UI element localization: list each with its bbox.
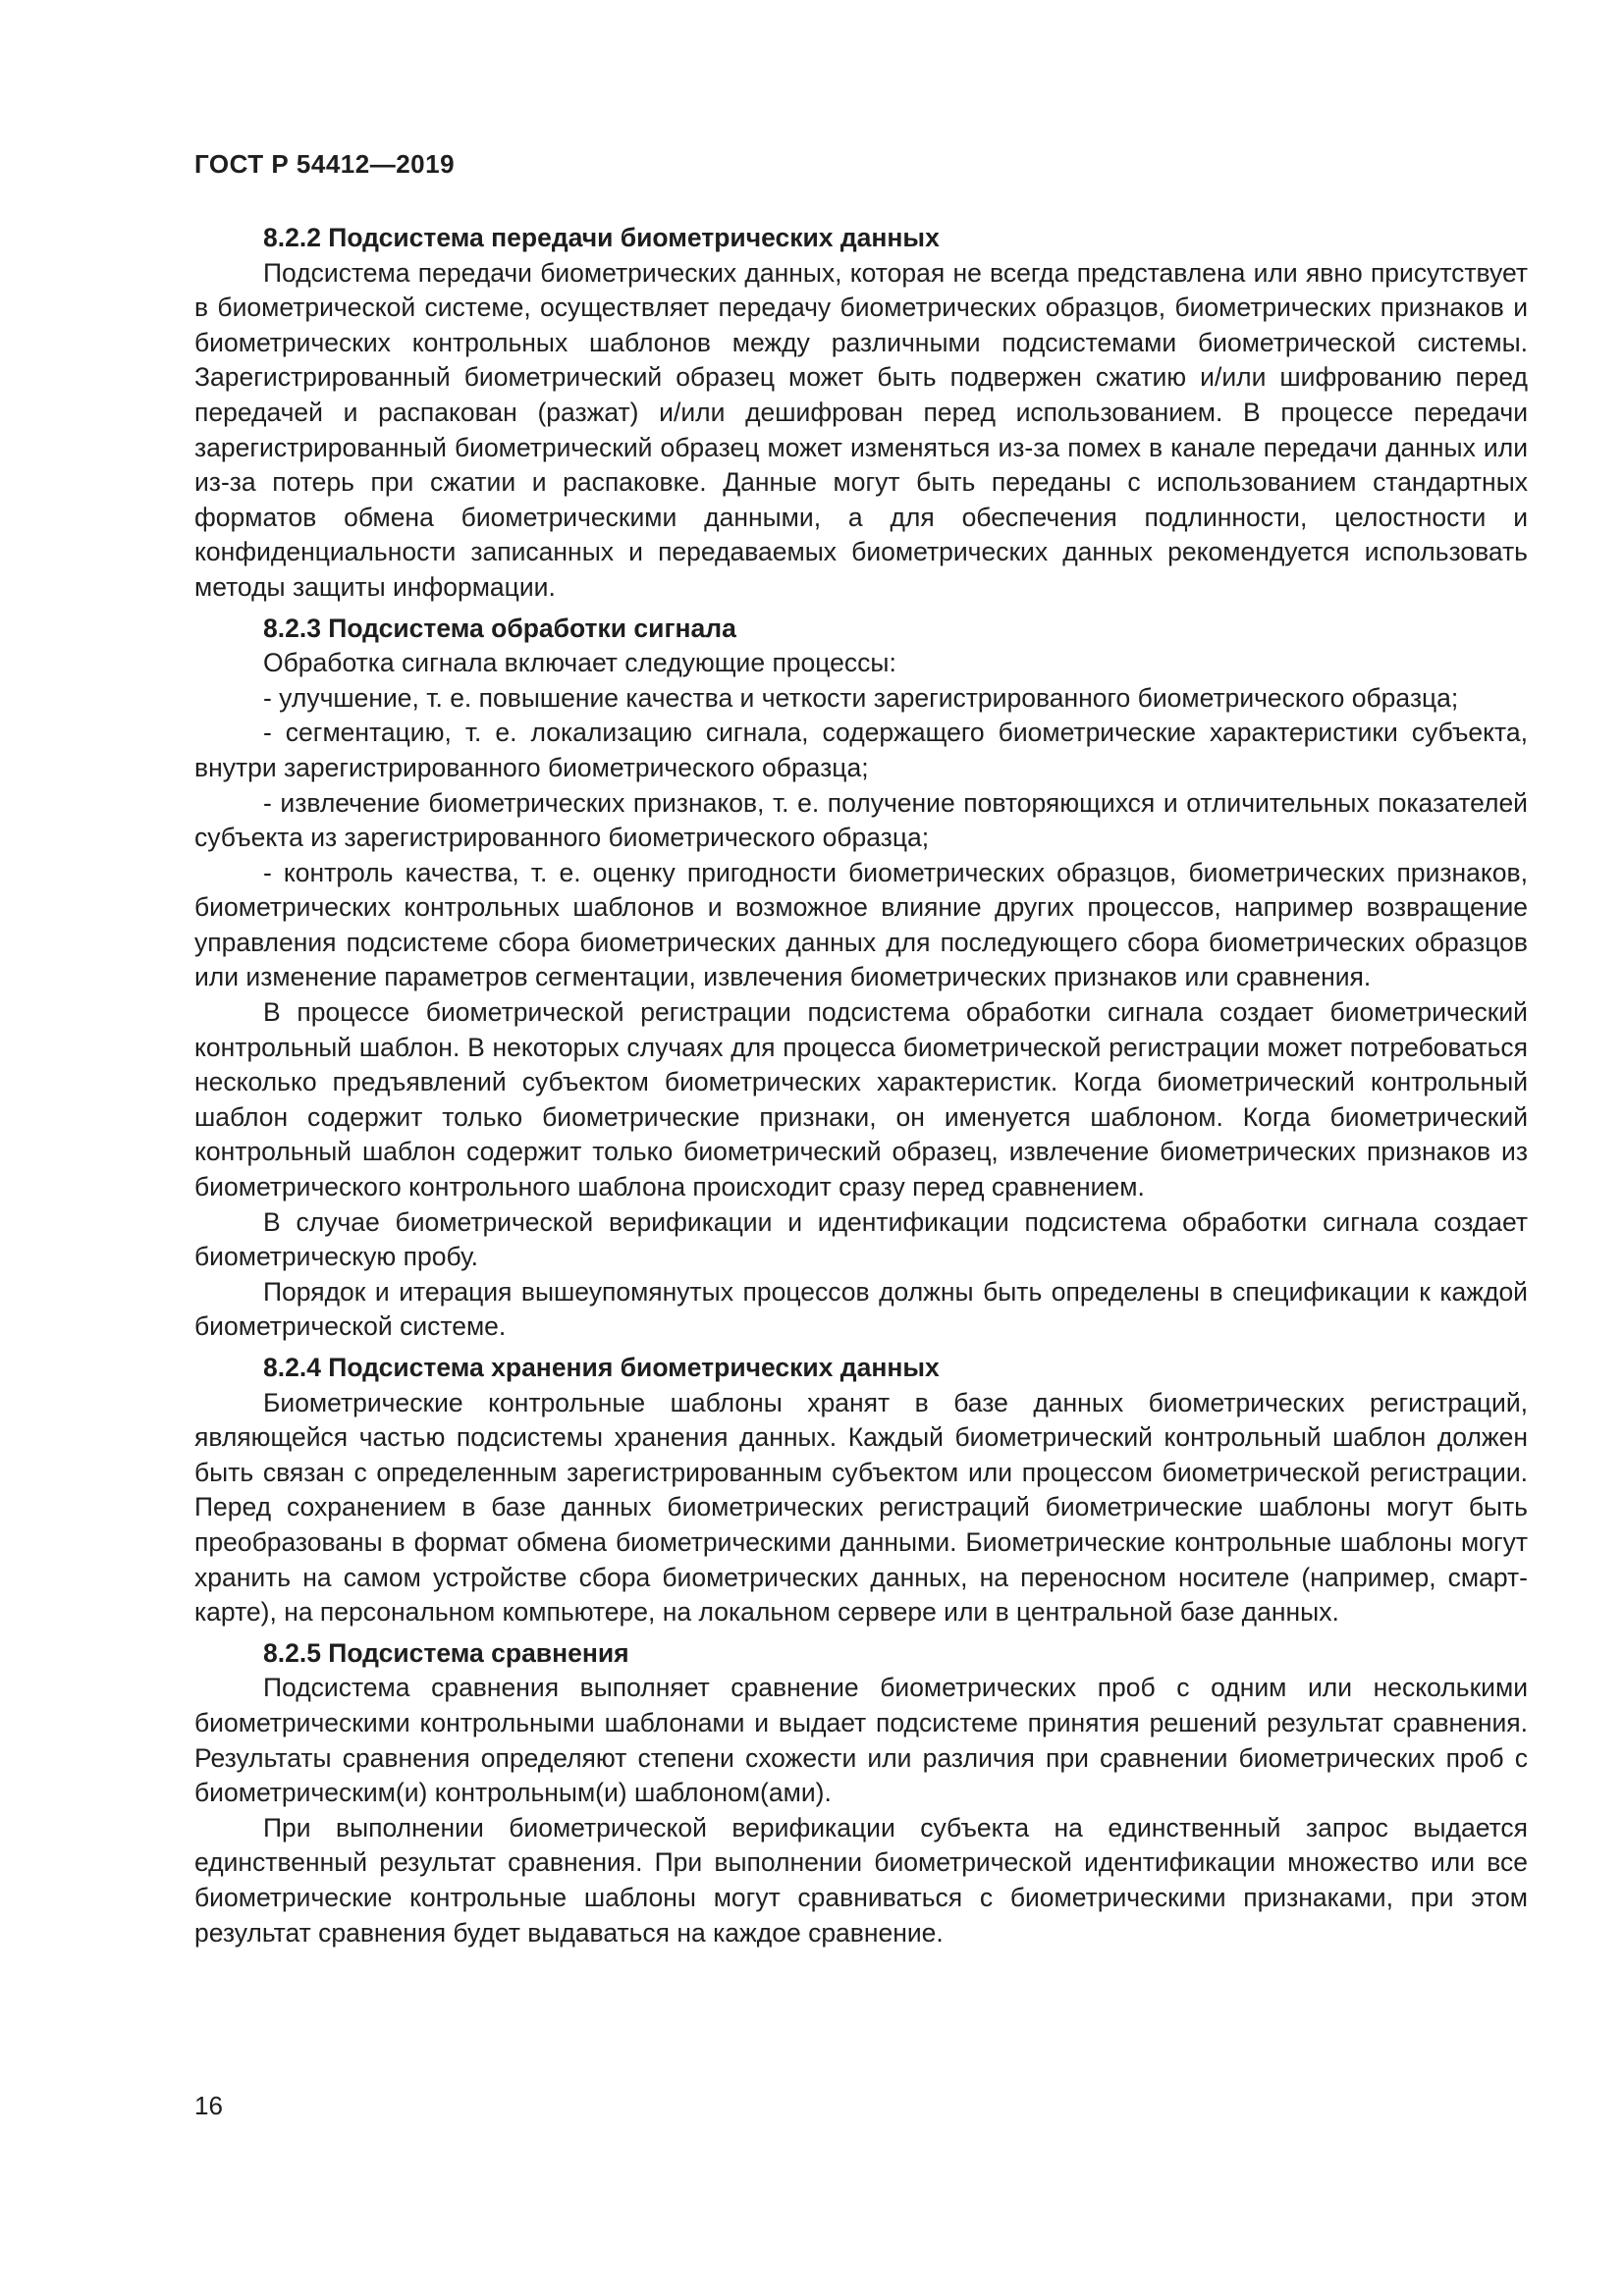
section-heading: 8.2.5 Подсистема сравнения [263,1637,629,1668]
paragraph: Биометрические контрольные шаблоны хранят в базе данных биометрических регистраций, являющейся частью подсистемы хранения данных. Каждый биометрический контрольный шаблон должен быть связан с определенным зарегистрированным субъектом или процессом биометрической регистрации. Перед сохранением в базе данных биометрических регистраций биометрические шаблоны могут быть преобразованы в формат обмена биометрическими данными. Биометрические контрольные шаблоны могут хранить на самом устройстве сбора биометрических данных, на переносном носителе (например, смарт-карте), на персональном компьютере, на локальном сервере или в центральной базе данных. [194,1387,1528,1628]
document-body [194,221,1528,1950]
document-header: ГОСТ Р 54412—2019 [194,149,456,179]
list-item: - улучшение, т. е. повышение качества и четкости зарегистрированного биометрического образца; [263,682,1459,713]
list-item: - извлечение биометрических признаков, т. е. получение повторяющихся и отличительных показателей субъекта из зарегистрированного биометрического образца; [194,787,1528,853]
paragraph: Обработка сигнала включает следующие процессы: [263,648,896,678]
paragraph: Порядок и итерация вышеупомянутых процессов должны быть определены в спецификации к каждой биометрической системе. [194,1276,1528,1342]
paragraph: В случае биометрической верификации и идентификации подсистема обработки сигнала создает биометрическую пробу. [194,1206,1528,1272]
paragraph: Подсистема сравнения выполняет сравнение биометрических проб с одним или несколькими биометрическими контрольными шаблонами и выдает подсистеме принятия решений результат сравнения. Результаты сравнения определяют степени схожести или различия при сравнении биометрических проб с биометрическим(и) контрольным(и) шаблоном(ами). [194,1673,1528,1808]
list-item: - сегментацию, т. е. локализацию сигнала, содержащего биометрические характеристики субъекта, внутри зарегистрированного биометрического образца; [194,718,1528,782]
paragraph: Подсистема передачи биометрических данных, которая не всегда представлена или явно присутствует в биометрической системе, осуществляет передачу биометрических образцов, биометрических признаков и биометрических контрольных шаблонов между различными подсистемами биометрической системы. Зарегистрированный биометрический образец может быть подвержен сжатию и/или шифрованию перед передачей и распакован (разжат) и/или дешифрован перед использованием. В процессе передачи зарегистрированный биометрический образец может изменяться из-за помех в канале передачи данных или из-за потерь при сжатии и распаковке. Данные могут быть переданы с использованием стандартных форматов обмена биометрическими данными, а для обеспечения подлинности, целостности и конфиденциальности записанных и передаваемых биометрических данных рекомендуется использовать методы защиты информации. [194,257,1528,602]
section-heading: 8.2.4 Подсистема хранения биометрических данных [263,1353,940,1382]
paragraph: В процессе биометрической регистрации подсистема обработки сигнала создает биометрический контрольный шаблон. В некоторых случаях для процесса биометрической регистрации может потребоваться несколько предъявлений субъектом биометрических характеристик. Когда биометрический контрольный шаблон содержит только биометрические признаки, он именуется шаблоном. Когда биометрический контрольный шаблон содержит только биометрический образец, извлечение биометрических признаков из биометрического контрольного шаблона происходит сразу перед сравнением. [194,997,1528,1202]
page-number: 16 [194,2091,223,2120]
section-heading: 8.2.2 Подсистема передачи биометрических данных [263,223,940,252]
section-heading: 8.2.3 Подсистема обработки сигнала [263,613,736,643]
paragraph: При выполнении биометрической верификации субъекта на единственный запрос выдается единственный результат сравнения. При выполнении биометрической идентификации множество или все биометрические контрольные шаблоны могут сравниваться с биометрическими признаками, при этом результат сравнения будет выдаваться на каждое сравнение. [194,1812,1528,1948]
list-item: - контроль качества, т. е. оценку пригодности биометрических образцов, биометрических признаков, биометрических контрольных шаблонов и возможное влияние других процессов, например возвращение управления подсистеме сбора биометрических данных для последующего сбора биометрических образцов или изменение параметров сегментации, извлечения биометрических признаков или сравнения. [194,857,1528,992]
